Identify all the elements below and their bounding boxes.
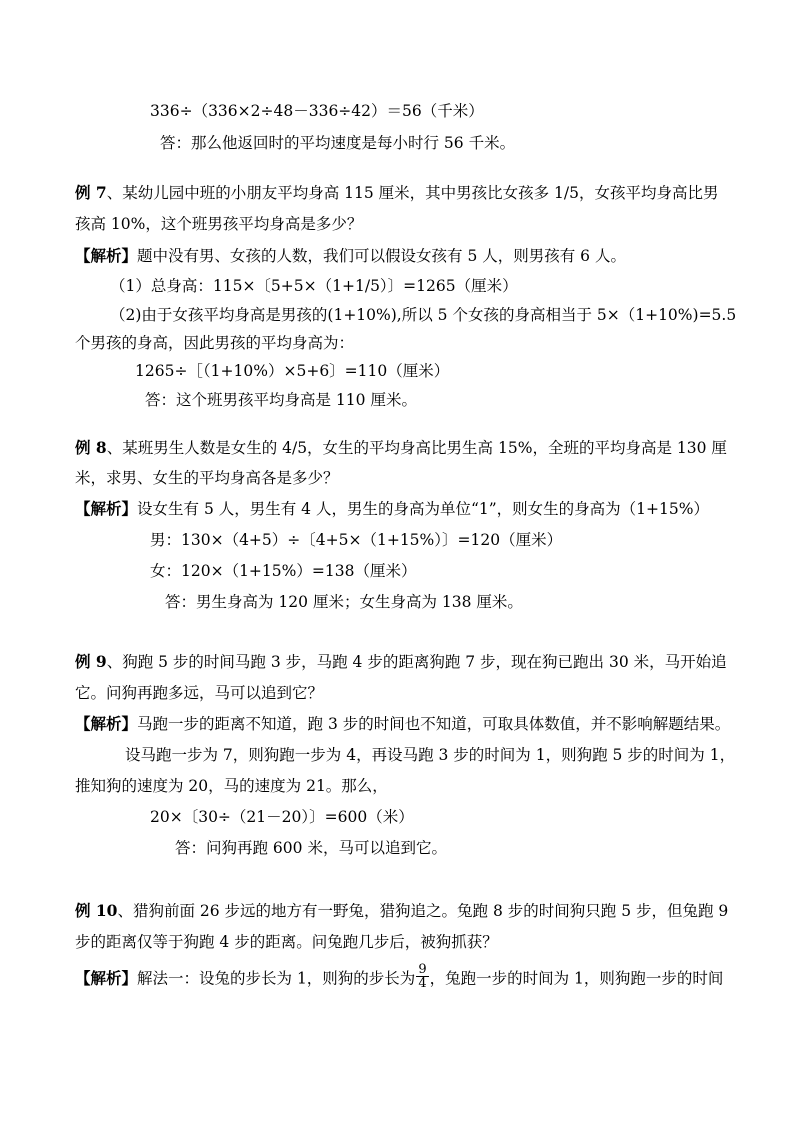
analysis-7-text: 题中没有男、女孩的人数，我们可以假设女孩有 5 人，则男孩有 6 人。 bbox=[137, 247, 626, 265]
example-10-label: 例 10 bbox=[75, 901, 118, 920]
example-8-label: 例 8 bbox=[75, 438, 107, 457]
example-7-line-2: 孩高 10%，这个班男孩平均身高是多少？ bbox=[75, 215, 363, 233]
analysis-8-text: 设女生有 5 人，男生有 4 人，男生的身高为单位“1”，则女生的身高为（1+15%） bbox=[137, 500, 709, 518]
answer-line-boys-height: 答：这个班男孩平均身高是 110 厘米。 bbox=[145, 391, 417, 409]
analysis-7-line-1 bbox=[75, 246, 626, 266]
analysis-10-line-1 bbox=[75, 962, 724, 993]
analysis-7-step-1: （1）总身高：115×〔5+5×（1+1/5）〕=1265（厘米） bbox=[110, 277, 518, 295]
calc-line-boys-height: 1265÷［（1+10%）×5+6〕=110（厘米） bbox=[135, 362, 450, 380]
calc-line-speed: 336÷（336×2÷48－336÷42）＝56（千米） bbox=[150, 102, 484, 120]
example-9-label: 例 9 bbox=[75, 652, 107, 671]
analysis-7-step-2: （2)由于女孩平均身高是男孩的(1+10%),所以 5 个女孩的身高相当于 5×（1+10%)=5.5 bbox=[110, 306, 737, 324]
analysis-9-line-3: 推知狗的速度为 20，马的速度为 21。那么， bbox=[75, 777, 388, 795]
calc-line-dog-distance: 20×〔30÷（21－20）〕=600（米） bbox=[150, 808, 414, 826]
analysis-label: 【解析】 bbox=[75, 499, 138, 518]
example-7-text: 、某幼儿园中班的小朋友平均身高 115 厘米，其中男孩比女孩多 1/5，女孩平均身高比男 bbox=[106, 184, 719, 202]
analysis-label: 【解析】 bbox=[75, 968, 138, 988]
analysis-10-text-a: 解法一：设兔的步长为 1，则狗的步长为 bbox=[137, 969, 416, 988]
analysis-9-line-1 bbox=[75, 714, 730, 734]
analysis-9-text: 马跑一步的距离不知道，跑 3 步的时间也不知道，可取具体数值，并不影响解题结果。 bbox=[137, 715, 731, 733]
analysis-10-text-b: ，兔跑一步的时间为 1，则狗跑一步的时间 bbox=[429, 969, 724, 988]
analysis-label: 【解析】 bbox=[75, 246, 138, 265]
fraction-nine-fourths bbox=[416, 963, 428, 990]
calc-line-boys: 男：130×（4+5）÷〔4+5×（1+15%）〕=120（厘米） bbox=[150, 531, 563, 549]
answer-line-heights: 答：男生身高为 120 厘米；女生身高为 138 厘米。 bbox=[165, 593, 523, 611]
example-10-line-1 bbox=[75, 901, 728, 921]
example-7-label: 例 7 bbox=[75, 183, 107, 202]
example-10-line-2: 步的距离仅等于狗跑 4 步的距离。问兔跑几步后，被狗抓获？ bbox=[75, 933, 498, 951]
answer-line-dog: 答：问狗再跑 600 米，马可以追到它。 bbox=[175, 839, 447, 857]
calc-line-girls: 女：120×（1+15%）=138（厘米） bbox=[150, 562, 417, 580]
analysis-label: 【解析】 bbox=[75, 714, 138, 733]
example-9-line-1 bbox=[75, 652, 727, 672]
example-8-line-2: 米，求男、女生的平均身高各是多少？ bbox=[75, 469, 339, 487]
example-10-text: 、猎狗前面 26 步远的地方有一野兔，猎狗追之。兔跑 8 步的时间狗只跑 5 步，但兔跑 9 bbox=[117, 902, 729, 920]
example-7-line-1 bbox=[75, 183, 719, 203]
answer-line-speed: 答：那么他返回时的平均速度是每小时行 56 千米。 bbox=[160, 134, 516, 152]
analysis-7-step-2-cont: 个男孩的身高，因此男孩的平均身高为： bbox=[75, 334, 355, 352]
example-8-line-1 bbox=[75, 438, 727, 458]
example-8-text: 、某班男生人数是女生的 4/5，女生的平均身高比男生高 15%，全班的平均身高是 130 厘 bbox=[106, 439, 727, 457]
analysis-9-line-2: 设马跑一步为 7，则狗跑一步为 4，再设马跑 3 步的时间为 1，则狗跑 5 步的时间为 1， bbox=[125, 746, 736, 764]
fraction-denominator: 4 bbox=[418, 976, 427, 991]
analysis-8-line-1 bbox=[75, 499, 709, 519]
fraction-numerator: 9 bbox=[418, 962, 427, 977]
example-9-line-2: 它。问狗再跑多远，马可以追到它？ bbox=[75, 684, 324, 702]
example-9-text: 、狗跑 5 步的时间马跑 3 步，马跑 4 步的距离狗跑 7 步，现在狗已跑出 30 米，马开始追 bbox=[106, 653, 727, 671]
